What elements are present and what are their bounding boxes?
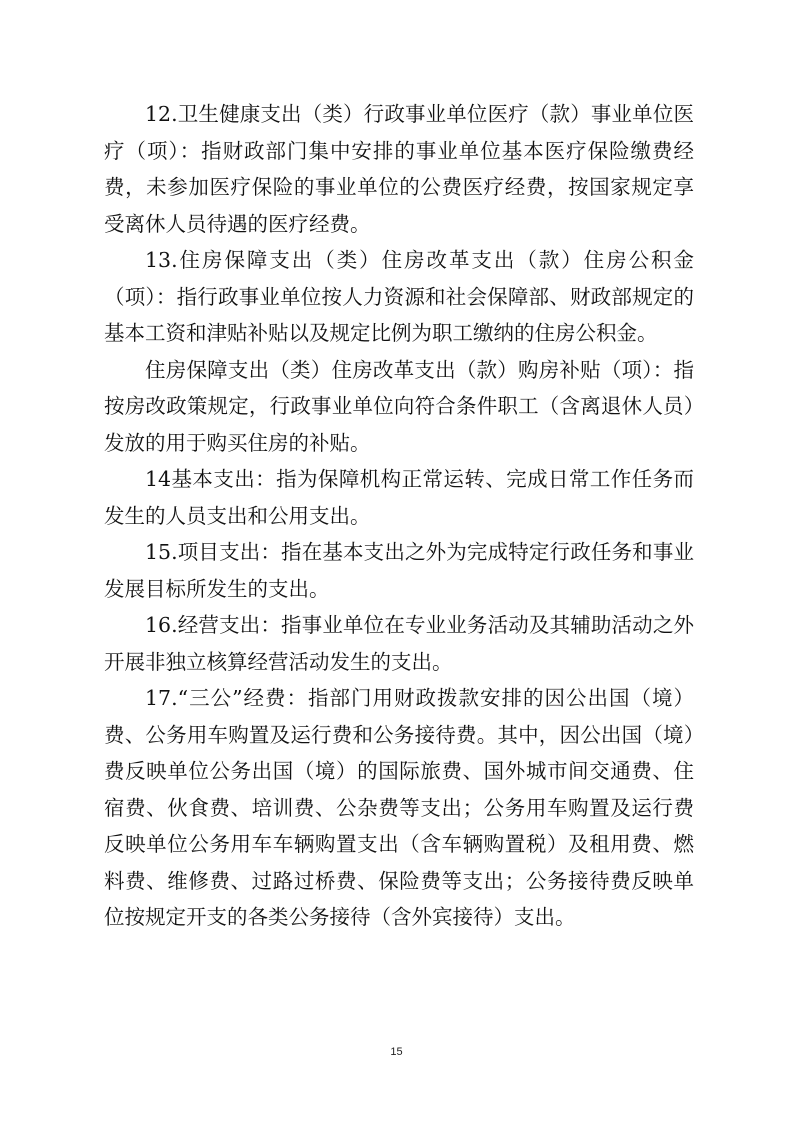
paragraph-housing-provident-fund: 13.住房保障支出（类）住房改革支出（款）住房公积金（项）：指行政事业单位按人力资源和社会保障部、财政部规定的基本工资和津贴补贴以及规定比例为职工缴纳的住房公积金。 — [104, 248, 694, 345]
paragraph-health-expenditure: 12.卫生健康支出（类）行政事业单位医疗（款）事业单位医疗（项）：指财政部门集中安排的事业单位基本医疗保险缴费经费，未参加医疗保险的事业单位的公费医疗经费，按国家规定享受离休人员待遇的医疗经费。 — [104, 102, 694, 236]
paragraph-basic-expenditure: 14基本支出：指为保障机构正常运转、完成日常工作任务而发生的人员支出和公用支出。 — [104, 467, 694, 528]
paragraph-operating-expenditure: 16.经营支出：指事业单位在专业业务活动及其辅助活动之外开展非独立核算经营活动发生的支出。 — [104, 613, 694, 674]
page-number: 15 — [390, 1046, 403, 1058]
paragraph-project-expenditure: 15.项目支出：指在基本支出之外为完成特定行政任务和事业发展目标所发生的支出。 — [104, 540, 694, 601]
paragraph-three-public-funds: 17.“三公”经费：指部门用财政拨款安排的因公出国（境）费、公务用车购置及运行费和公务接待费。其中，因公出国（境）费反映单位公务出国（境）的国际旅费、国外城市间交通费、住宿费、伙食费、培训费、公杂费等支出；公务用车购置及运行费反映单位公务用车车辆购置支出（含车辆购置税）及租用费、燃料费、维修费、过路过桥费、保险费等支出；公务接待费反映单位按规定开支的各类公务接待（含外宾接待）支出。 — [104, 686, 694, 929]
paragraph-housing-subsidy: 住房保障支出（类）住房改革支出（款）购房补贴（项）：指按房改政策规定，行政事业单位向符合条件职工（含离退休人员）发放的用于购买住房的补贴。 — [104, 357, 694, 455]
document-body — [104, 96, 694, 936]
